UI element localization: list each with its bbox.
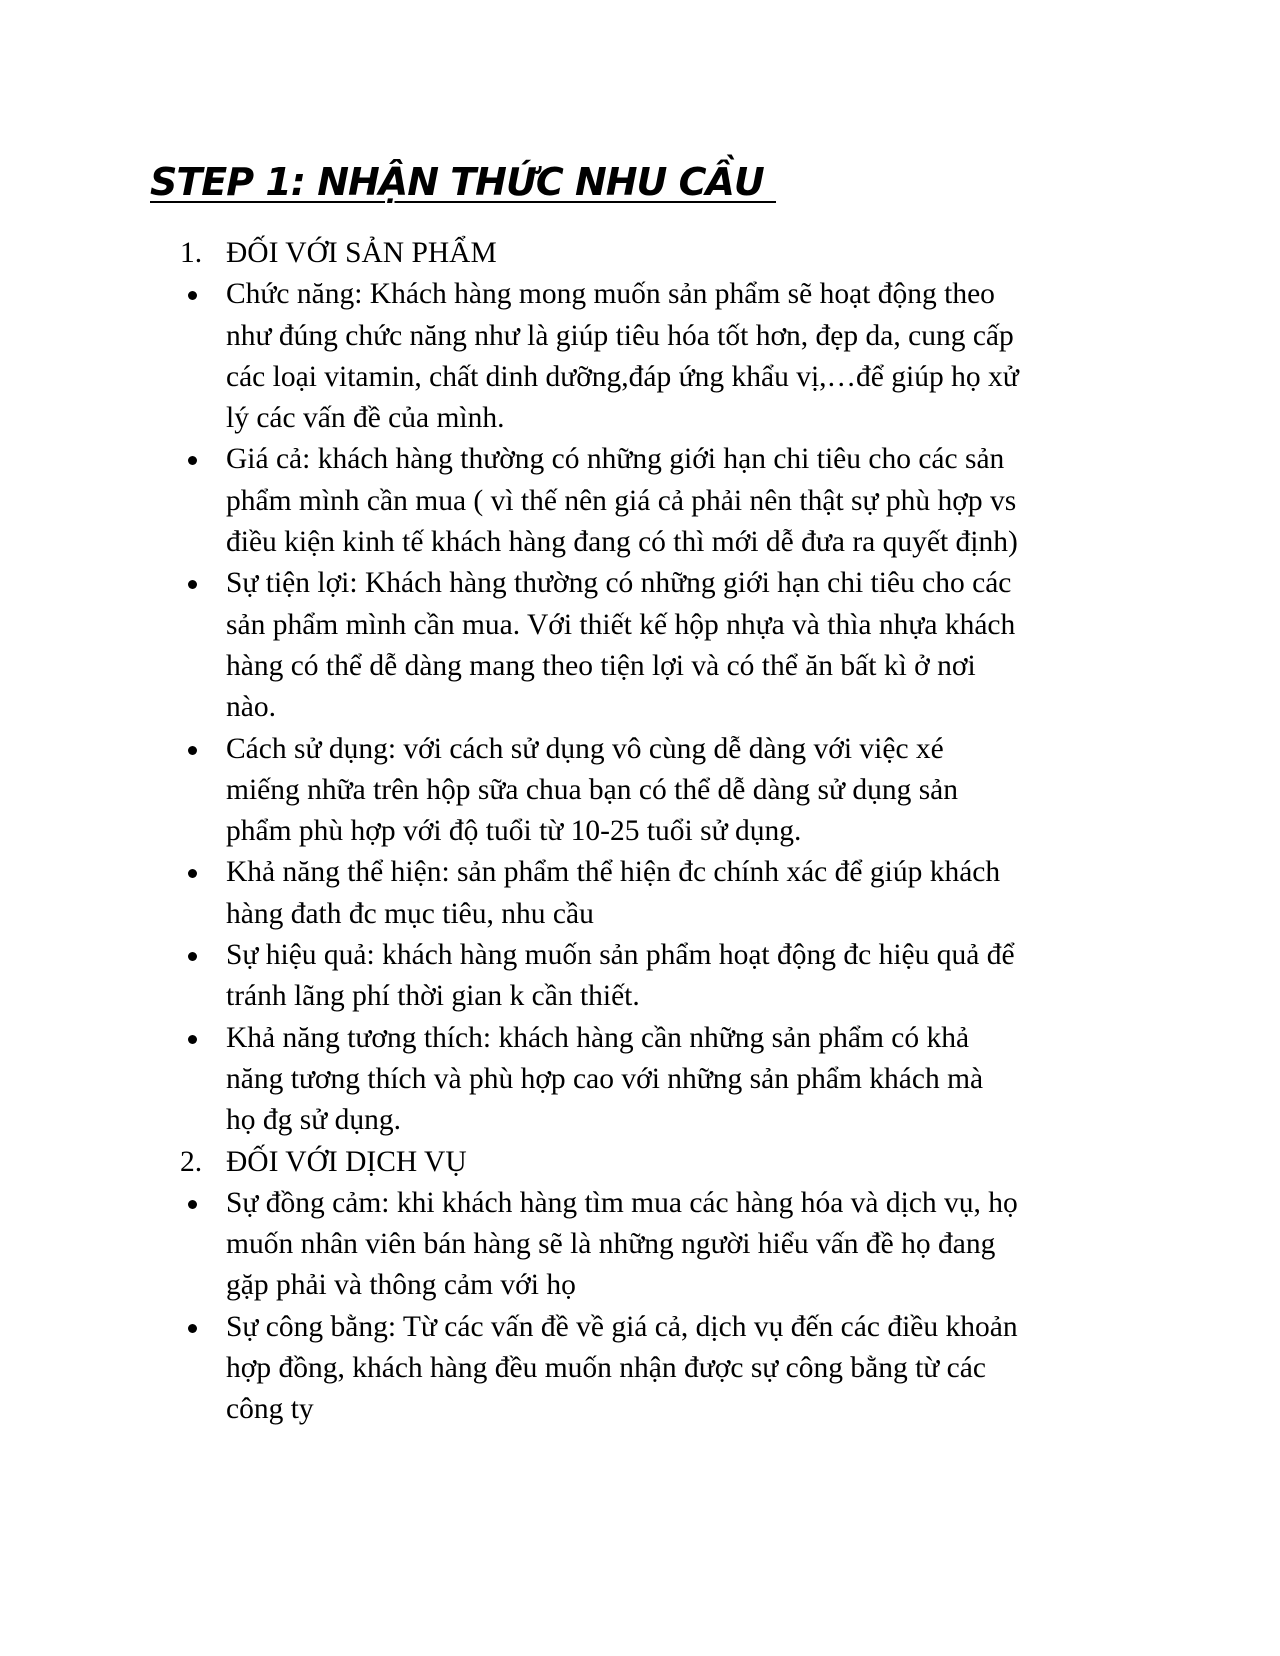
list-item-text: Sự đồng cảm: khi khách hàng tìm mua các hàng hóa và dịch vụ, họ muốn nhân viên bán hàng sẽ là những người hiểu vấn đề họ đang gặp phải và thông cảm với họ	[226, 1186, 1018, 1302]
list-item	[180, 852, 1140, 935]
section-number: 2.	[180, 1145, 203, 1178]
section-heading-product	[180, 233, 1140, 274]
list-item	[180, 1183, 1140, 1307]
list-item	[180, 439, 1140, 563]
section-number: 1.	[180, 237, 203, 269]
list-item-text: Khả năng thể hiện: sản phẩm thể hiện đc chính xác để giúp khách hàng đath đc mục tiêu, nhu cầu	[226, 856, 1001, 930]
list-item	[180, 1018, 1140, 1142]
list-item-text: Sự tiện lợi: Khách hàng thường có những giới hạn chi tiêu cho các sản phẩm mình cần mua. Với thiết kế hộp nhựa và thìa nhựa khách hàng có thể dễ dàng mang theo tiện lợi và có thể ăn bất kì ở nơi nào.	[226, 567, 1016, 724]
document-body	[180, 233, 1140, 1431]
document-heading: STEP 1: NHẬN THỨC NHU CẦU	[150, 160, 777, 204]
list-item-text: Sự hiệu quả: khách hàng muốn sản phẩm hoạt động đc hiệu quả để tránh lãng phí thời gian k cần thiết.	[226, 939, 1015, 1013]
list-item-text: Cách sử dụng: với cách sử dụng vô cùng dễ dàng với việc xé miếng nhữa trên hộp sữa chua bạn có thể dễ dàng sử dụng sản phẩm phù hợp với độ tuổi từ 10-25 tuổi sử dụng.	[226, 732, 959, 848]
list-item	[180, 935, 1140, 1018]
list-item	[180, 1307, 1140, 1431]
section-heading-service	[180, 1142, 1140, 1183]
list-item	[180, 563, 1140, 728]
list-item	[180, 274, 1140, 439]
list-item-text: Sự công bằng: Từ các vấn đề về giá cả, dịch vụ đến các điều khoản hợp đồng, khách hàng đều muốn nhận được sự công bằng từ các công ty	[226, 1310, 1018, 1426]
list-item-text: Khả năng tương thích: khách hàng cần những sản phẩm có khả năng tương thích và phù hợp cao với những sản phẩm khách mà họ đg sử dụng.	[226, 1021, 984, 1137]
list-item-text: Giá cả: khách hàng thường có những giới hạn chi tiêu cho các sản phẩm mình cần mua ( vì thế nên giá cả phải nên thật sự phù hợp vs điều kiện kinh tế khách hàng đang có thì mới dễ đưa ra quyết định)	[226, 443, 1018, 559]
section-title: ĐỐI VỚI SẢN PHẨM	[226, 237, 497, 269]
list-item	[180, 729, 1140, 853]
section-title: ĐỐI VỚI DỊCH VỤ	[226, 1145, 467, 1178]
list-item-text: Chức năng: Khách hàng mong muốn sản phẩm sẽ hoạt động theo như đúng chức năng như là giúp tiêu hóa tốt hơn, đẹp da, cung cấp các loại vitamin, chất dinh dưỡng,đáp ứng khẩu vị,…để giúp họ xử lý các vấn đề của mình.	[226, 278, 1019, 435]
